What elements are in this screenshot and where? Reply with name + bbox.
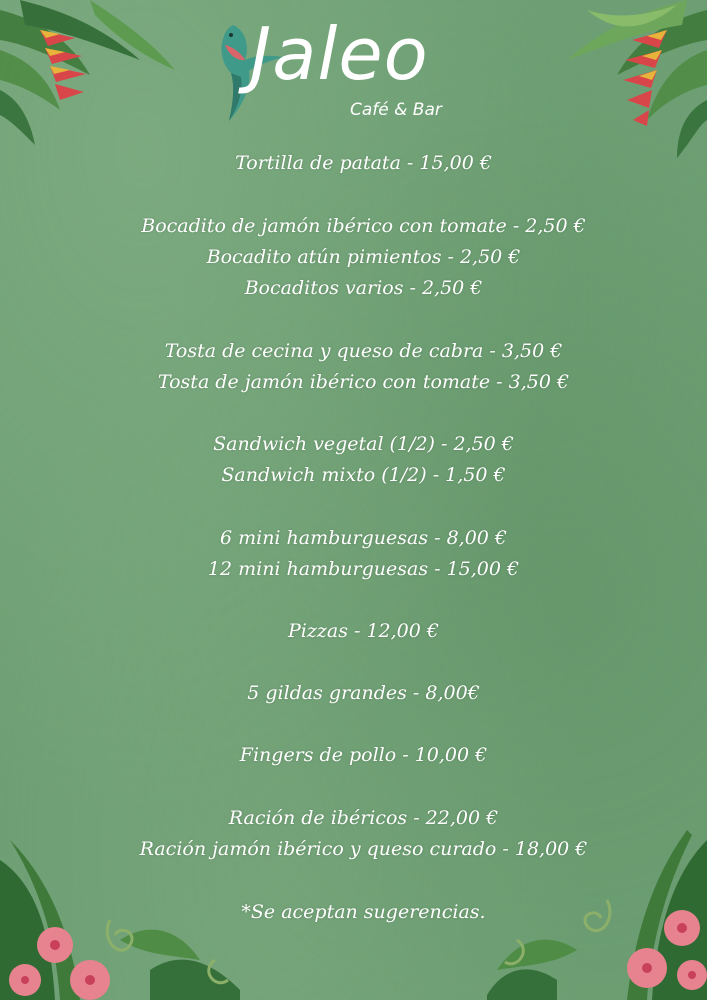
menu-item: 5 gildas grandes - 8,00€ xyxy=(247,682,480,704)
menu-item: 6 mini hamburguesas - 8,00 € xyxy=(219,527,508,549)
menu-item: 12 mini hamburguesas - 15,00 € xyxy=(207,558,520,580)
menu-item: Ración jamón ibérico y queso curado - 18,00 € xyxy=(139,838,588,860)
suggestions-note: *Se aceptan sugerencias. xyxy=(241,901,486,923)
menu-item: Tosta de cecina y queso de cabra - 3,50 € xyxy=(164,340,563,362)
brand-subtitle: Café & Bar xyxy=(350,100,442,120)
menu-item: Tosta de jamón ibérico con tomate - 3,50 € xyxy=(157,371,570,393)
menu-item: Bocadito atún pimientos - 2,50 € xyxy=(206,246,521,268)
brand-title: Jaleo xyxy=(250,12,429,96)
menu-item: Bocadito de jamón ibérico con tomate - 2,50 € xyxy=(141,215,586,237)
menu-item: Sandwich mixto (1/2) - 1,50 € xyxy=(221,464,506,486)
menu-item: Tortilla de patata - 15,00 € xyxy=(235,152,492,174)
menu-item: Sandwich vegetal (1/2) - 2,50 € xyxy=(213,433,514,455)
menu-item: Bocaditos varios - 2,50 € xyxy=(244,277,483,299)
menu-item: Fingers de pollo - 10,00 € xyxy=(239,744,488,766)
menu-item: Ración de ibéricos - 22,00 € xyxy=(228,807,499,829)
menu-item: Pizzas - 12,00 € xyxy=(288,620,439,642)
